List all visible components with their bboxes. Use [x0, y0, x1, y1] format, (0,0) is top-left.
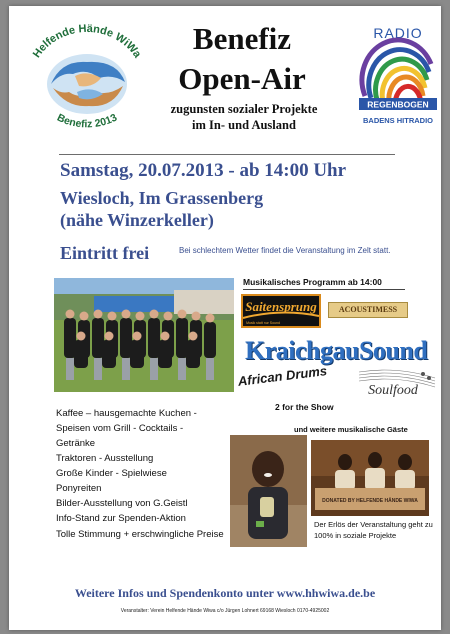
- offering-item: Getränke: [56, 438, 96, 449]
- radio-logo-top-text: RADIO: [373, 25, 423, 41]
- proceeds-note: Der Erlös der Veranstaltung geht zu 100% in soziale Projekte: [314, 520, 433, 540]
- kraichgausound-logo: KraichgauSound: [245, 336, 428, 365]
- entry-free: Eintritt frei: [60, 243, 150, 263]
- group-photo: [54, 278, 234, 392]
- child-photo: [230, 435, 307, 547]
- offering-item: Speisen vom Grill - Cocktails -: [56, 423, 184, 434]
- saitensprung-name: Saitensprung: [245, 299, 317, 314]
- subtitle-line-2: im In- und Ausland: [192, 118, 296, 132]
- atmosphere-note: Tolle Stimmung + erschwingliche Preise: [56, 529, 224, 540]
- logo-top-text: Helfende Hände WiWa: [30, 22, 144, 61]
- further-guests: und weitere musikalische Gäste: [294, 425, 408, 434]
- weather-note: Bei schlechtem Wetter findet die Veranstaltung im Zelt statt.: [179, 246, 391, 255]
- subtitle-line-1: zugunsten sozialer Projekte: [170, 102, 318, 116]
- saitensprung-logo: [241, 294, 321, 328]
- acoustimess-logo: ACOUSTIMESS: [328, 302, 408, 318]
- flyer-page: [9, 6, 441, 630]
- imprint: Veranstalter: Verein Helfende Hände Wiwa c/o Jürgen Lohnert 69168 Wiesloch 0170-4925002: [120, 608, 330, 614]
- event-location-line-1: Wiesloch, Im Grassenberg: [60, 188, 264, 208]
- offering-item: Große Kinder - Spielwiese: [56, 468, 167, 479]
- offering-item: Kaffee – hausgemachte Kuchen -: [56, 408, 197, 419]
- soulfood-name: Soulfood: [368, 383, 418, 398]
- school-photo: [311, 440, 429, 516]
- radio-regenbogen-logo: [355, 24, 441, 128]
- event-location-line-2: (nähe Winzerkeller): [60, 210, 214, 230]
- african-drums-logo: African Drums: [237, 363, 328, 389]
- event-date-time: Samstag, 20.07.2013 - ab 14:00 Uhr: [60, 160, 347, 181]
- offering-item: Ponyreiten: [56, 483, 102, 494]
- title-open-air: Open-Air: [178, 61, 306, 96]
- helfende-haende-logo: [17, 22, 157, 140]
- two-for-the-show: 2 for the Show: [275, 402, 334, 412]
- radio-logo-tagline: BADENS HITRADIO: [362, 116, 434, 125]
- offering-item: Traktoren - Ausstellung: [56, 453, 154, 464]
- offerings-list: [56, 406, 236, 526]
- music-program-underline: [243, 289, 405, 290]
- school-sign-text: DONATED BY HELFENDE HÄNDE WIWA: [322, 498, 418, 504]
- offering-item: Info-Stand zur Spenden-Aktion: [56, 513, 186, 524]
- offering-item: Bilder-Ausstellung von G.Geistl: [56, 498, 188, 509]
- music-program-title: Musikalisches Programm ab 14:00: [243, 277, 382, 287]
- header-divider: [59, 154, 395, 155]
- saitensprung-tagline: Musik statt nur Sound: [246, 321, 280, 325]
- logo-bottom-text: Benefiz 2013: [55, 111, 120, 131]
- subtitle: [159, 101, 329, 133]
- radio-logo-band-text: REGENBOGEN: [367, 99, 429, 110]
- soulfood-logo: [353, 364, 441, 404]
- title-benefiz: Benefiz: [192, 21, 292, 56]
- footer-info: Weitere Infos und Spendenkonto unter www.hhwiwa.de.be: [74, 586, 376, 600]
